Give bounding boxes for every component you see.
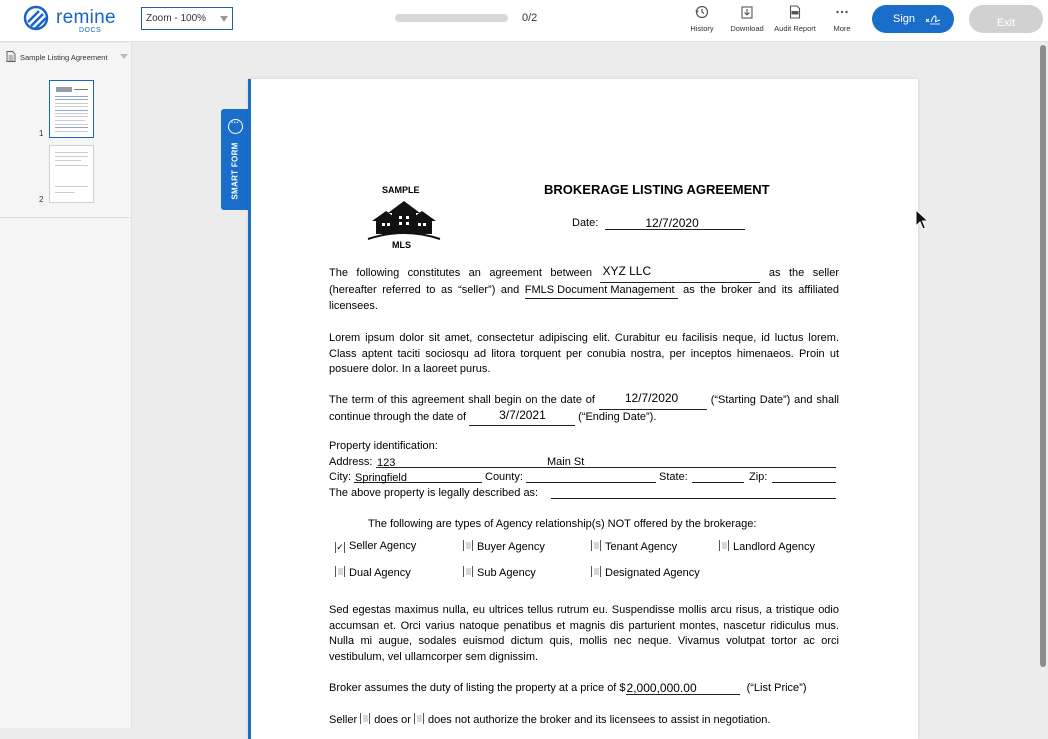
checkbox-label: Tenant Agency — [605, 541, 678, 553]
broker-value: FMLS Document Management — [524, 283, 675, 296]
seller-negotiation-row — [329, 713, 770, 726]
address-field[interactable] — [376, 467, 836, 468]
checkbox-label: Dual Agency — [349, 567, 411, 579]
smart-form-label: SMART FORM — [230, 142, 240, 200]
checkbox — [719, 540, 729, 551]
price-text-1: Broker assumes the duty of listing the property at a price of $ — [329, 682, 626, 694]
intro-paragraph — [329, 266, 839, 315]
checkbox-label: Sub Agency — [477, 567, 536, 579]
checkbox-designated-agency[interactable] — [591, 566, 700, 579]
state-label: State: — [659, 471, 688, 483]
divider — [0, 217, 132, 218]
seller-negotiation-text-2: does or — [374, 714, 411, 726]
checkbox — [335, 542, 345, 553]
sign-label: Sign — [893, 13, 916, 25]
property-heading: Property identification: — [329, 440, 438, 452]
more-icon: ··· — [228, 119, 243, 134]
logo-subtext: DOCS — [79, 27, 102, 34]
history-button[interactable] — [677, 5, 727, 33]
document-icon — [6, 51, 16, 62]
remine-logo[interactable] — [22, 4, 122, 36]
date-value: 12/7/2020 — [645, 216, 699, 230]
price-row — [329, 682, 807, 695]
city-value: Springfield — [355, 472, 407, 484]
logo-top-text: SAMPLE — [382, 185, 420, 195]
checkbox-sub-agency[interactable] — [463, 566, 536, 579]
seller-negotiation-text-3: does not authorize the broker and its licensees to assist in negotiation. — [427, 714, 771, 726]
checkbox — [463, 566, 473, 577]
broker-field[interactable] — [525, 283, 678, 300]
download-label: Download — [730, 24, 764, 33]
price-text-2: (“List Price”) — [746, 682, 807, 694]
intro-text-1: The following constitutes an agreement between — [329, 267, 592, 279]
mouse-cursor-icon — [915, 209, 929, 231]
zoom-value: Zoom - 100% — [146, 13, 207, 24]
more-button[interactable] — [817, 5, 867, 33]
city-label: City: — [329, 471, 351, 483]
checkbox-tenant-agency[interactable] — [591, 540, 677, 553]
checkbox-dual-agency[interactable] — [335, 566, 411, 579]
chevron-down-icon — [120, 54, 128, 59]
seller-negotiation-text-1: Seller — [329, 714, 358, 726]
download-button[interactable] — [722, 5, 772, 33]
page-thumbnail-1[interactable] — [49, 80, 94, 138]
checkbox-label: Seller Agency — [349, 540, 417, 552]
check-mark: ✓ — [336, 542, 344, 552]
history-label: History — [690, 24, 714, 33]
logo-text: remine — [56, 7, 116, 28]
more-label: More — [833, 24, 851, 33]
top-toolbar — [0, 0, 1048, 42]
term-text-1: The term of this agreement shall begin on the date of — [329, 394, 595, 406]
logo-bottom-text: MLS — [392, 240, 411, 250]
start-date-field[interactable] — [599, 393, 707, 410]
end-date-field[interactable] — [469, 407, 575, 427]
intro-text-2: as the seller (hereafter referred to as “seller”) and — [329, 267, 839, 296]
checkbox-label: Designated Agency — [605, 567, 700, 579]
intro-text-3: as the broker and its affiliated licensees. — [329, 283, 839, 312]
address-number: 123 — [377, 457, 396, 469]
checkbox — [335, 566, 345, 577]
zip-field[interactable] — [772, 482, 836, 483]
signature-icon — [925, 12, 941, 26]
start-date-value: 12/7/2020 — [624, 391, 679, 405]
document-title: BROKERAGE LISTING AGREEMENT — [544, 182, 770, 197]
sign-button[interactable] — [872, 5, 954, 33]
price-field[interactable] — [626, 682, 740, 695]
checkbox-label: Buyer Agency — [477, 541, 545, 553]
page-thumbnail-2[interactable] — [49, 145, 94, 203]
date-label: Date: — [572, 217, 599, 229]
date-field[interactable] — [605, 217, 745, 230]
exit-button[interactable]: Exit — [969, 5, 1043, 33]
state-field[interactable] — [692, 482, 744, 483]
seller-field[interactable] — [600, 266, 760, 283]
download-icon — [740, 5, 754, 19]
county-label: County: — [485, 471, 523, 483]
agency-heading: The following are types of Agency relationship(s) NOT offered by the brokerage: — [368, 518, 757, 530]
checkbox — [591, 566, 601, 577]
chevron-down-icon — [220, 16, 228, 22]
page-thumbnails-sidebar — [0, 43, 132, 728]
smart-form-tab[interactable] — [221, 109, 249, 210]
term-text-3: (“Ending Date”). — [578, 410, 657, 423]
legal-description-label: The above property is legally described as: — [329, 487, 539, 499]
seller-value: XYZ LLC — [602, 264, 652, 278]
checkbox-label: Landlord Agency — [733, 541, 815, 553]
legal-description-field[interactable] — [551, 498, 836, 499]
term-paragraph — [329, 393, 839, 426]
checkbox — [463, 540, 473, 551]
page-number-2: 2 — [39, 195, 44, 204]
address-street: Main St — [547, 456, 585, 468]
price-value: 2,000,000.00 — [626, 681, 697, 695]
address-label: Address: — [329, 456, 373, 468]
term-text-2: (“Starting Date”) and shall continue through the date of — [329, 394, 840, 423]
lorem-paragraph-2: Sed egestas maximus nulla, eu ultrices tellus rutrum eu. Suspendisse mollis arcu risus, a tristique odio accumsan et. Orci varius natoque penatibus et magnis dis parturient montes, nascetur ridiculus mus. Nulla mi augue, sodales euismod dictum quis, mollis nec neque. Vivamus volutpat tortor ac orci vestibulum, vel ullamcorper sem dignissim. — [329, 604, 839, 663]
zoom-select[interactable] — [141, 7, 233, 30]
more-icon — [835, 5, 849, 19]
checkbox-landlord-agency[interactable] — [719, 540, 815, 553]
checkbox — [591, 540, 601, 551]
history-icon — [695, 5, 709, 19]
audit-report-label: Audit Report — [774, 24, 816, 33]
vertical-scrollbar[interactable] — [1038, 43, 1048, 728]
date-row — [572, 217, 745, 230]
houses-logo-icon — [366, 197, 442, 243]
progress-bar — [395, 14, 508, 22]
remine-logo-icon — [22, 4, 50, 32]
checkbox-buyer-agency[interactable] — [463, 540, 545, 553]
checkbox-does-not[interactable] — [414, 713, 424, 724]
lorem-paragraph-1: Lorem ipsum dolor sit amet, consectetur adipiscing elit. Curabitur eu facilisis neque, id luctus lorem. Class aptent taciti sociosqu ad litora torquent per conubia nostra, per inceptos himenaeos. Proin ut posuere dolor. In a laoreet purus. — [329, 332, 839, 375]
checkbox-seller-agency[interactable] — [335, 540, 416, 553]
page-number-1: 1 — [39, 129, 44, 138]
audit-report-button[interactable] — [770, 5, 820, 33]
pdf-icon — [788, 5, 802, 19]
checkbox-does[interactable] — [360, 713, 370, 724]
scrollbar-thumb[interactable] — [1040, 45, 1046, 667]
zip-label: Zip: — [749, 471, 768, 483]
document-name: Sample Listing Agreement — [20, 53, 108, 62]
county-field[interactable] — [526, 482, 656, 483]
progress-count: 0/2 — [522, 12, 538, 24]
end-date-value: 3/7/2021 — [499, 407, 546, 422]
